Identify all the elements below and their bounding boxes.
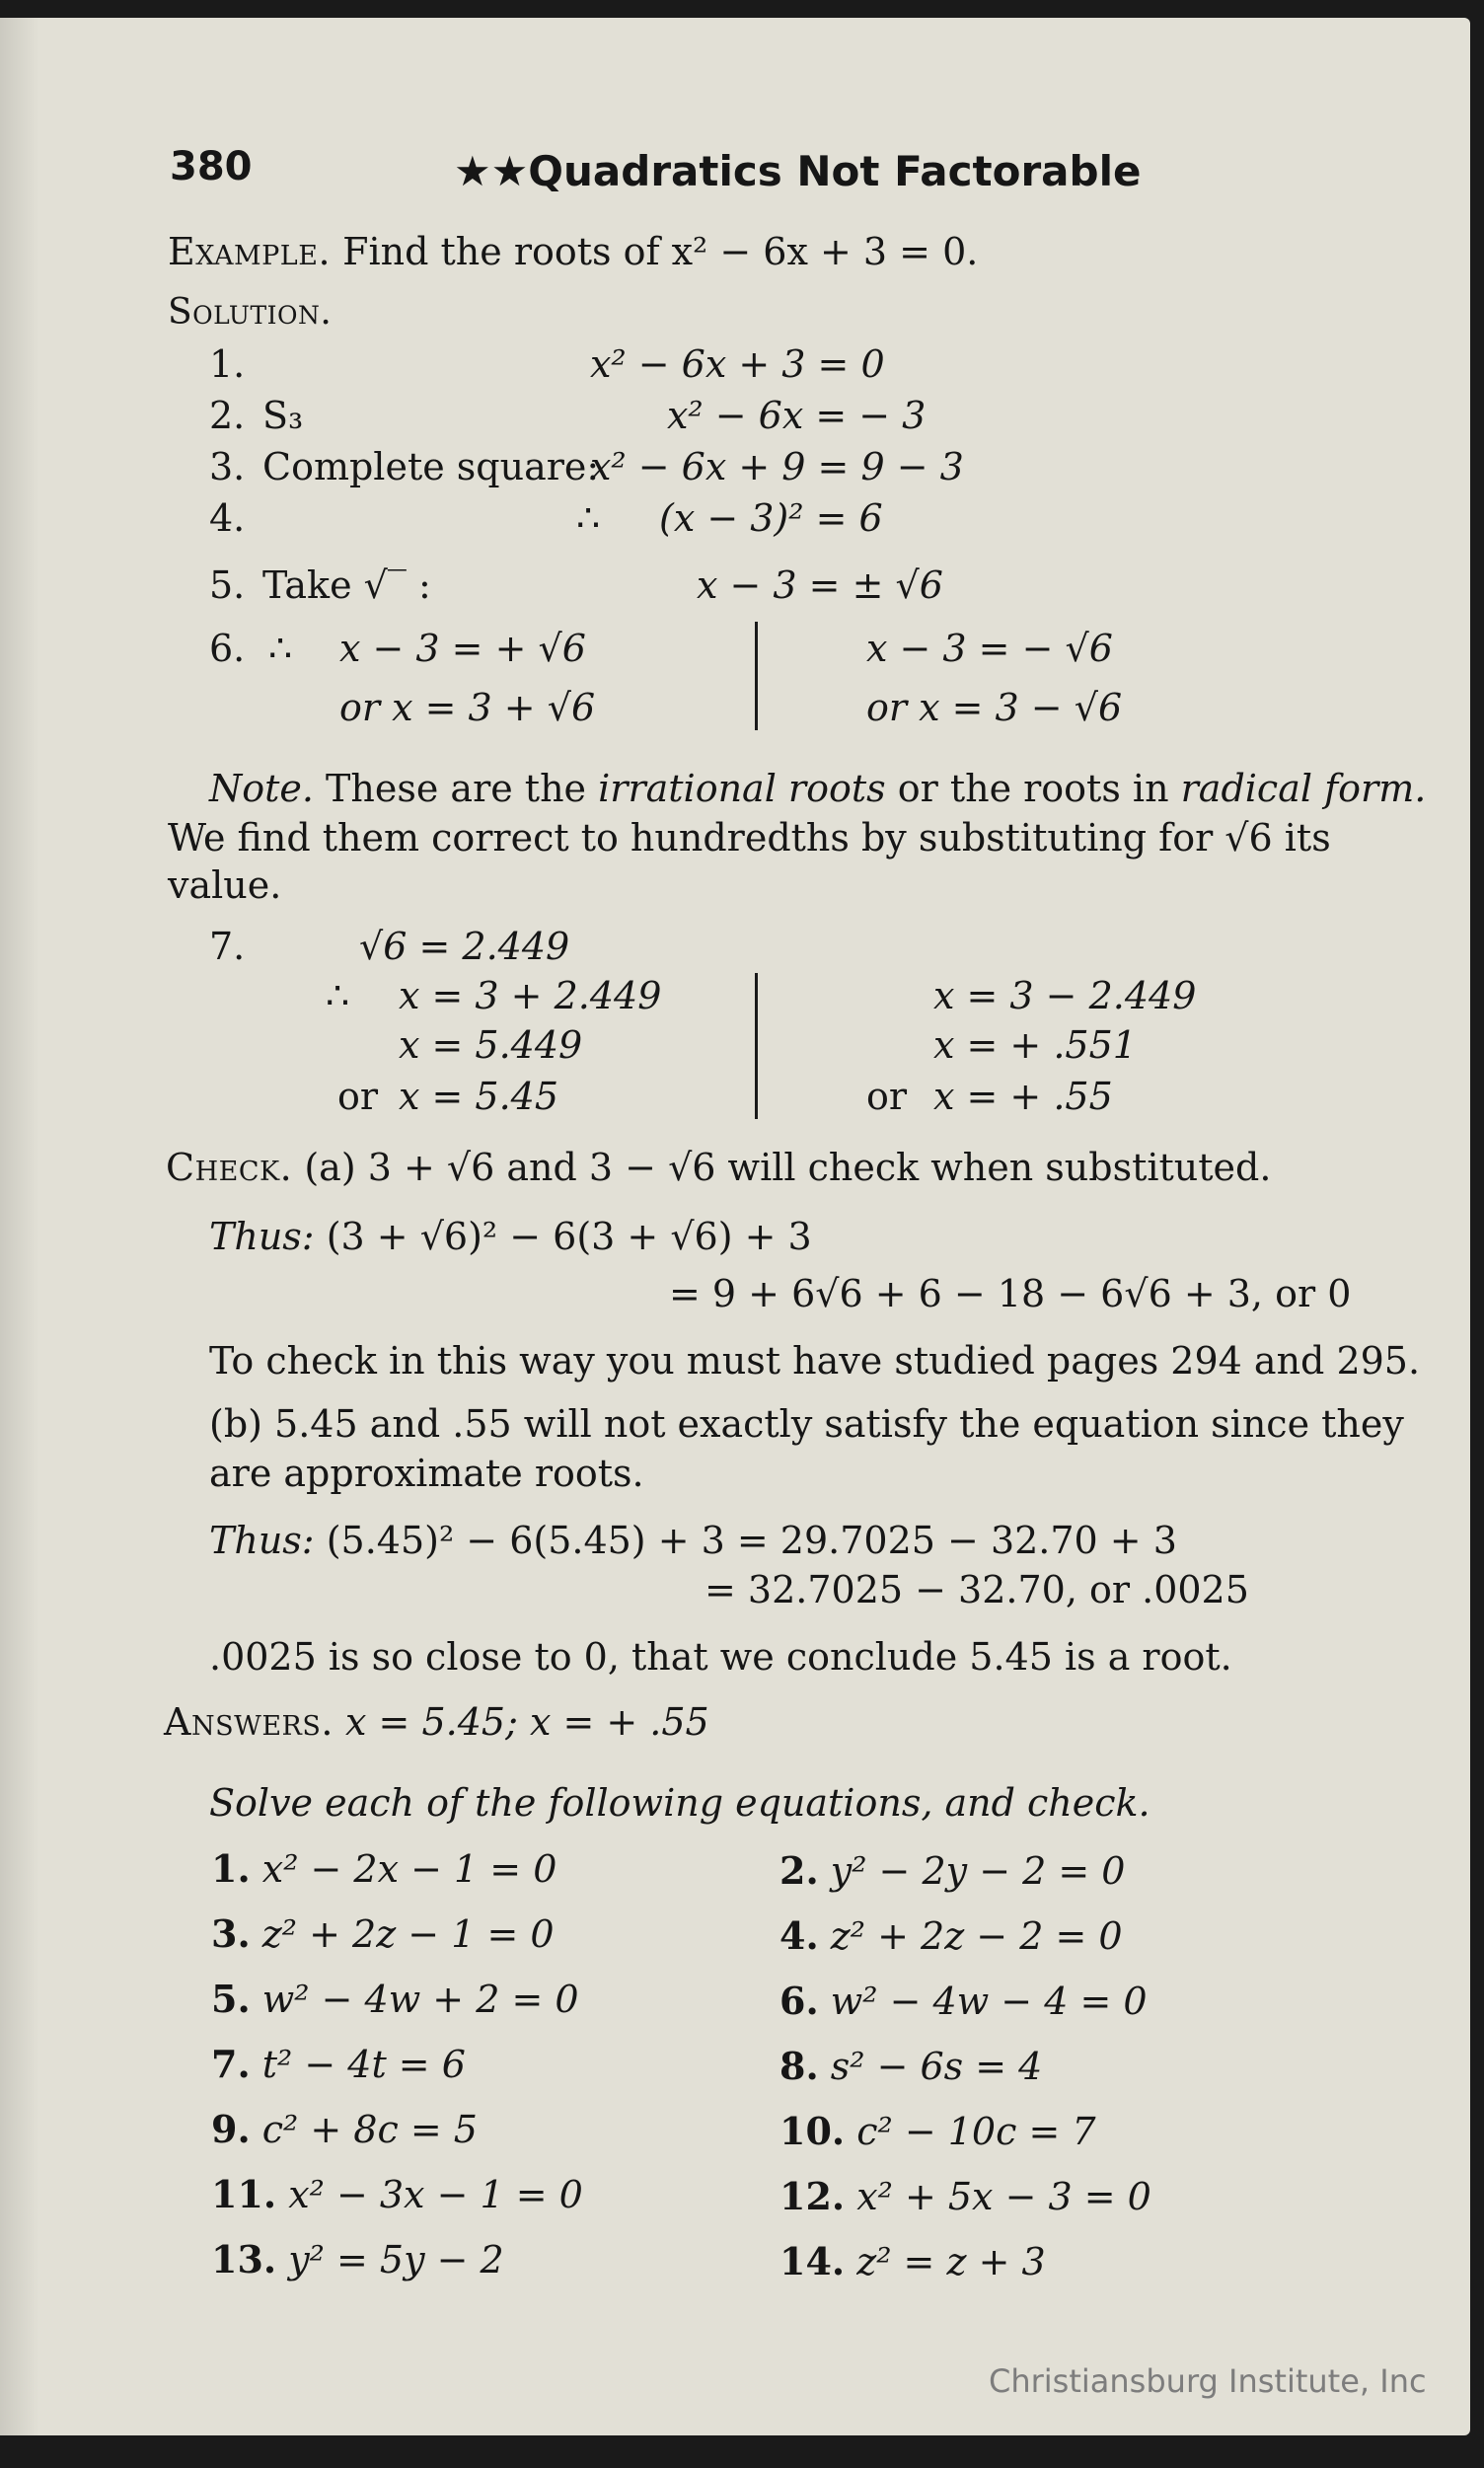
note-label: Note.	[209, 767, 314, 810]
check-thus-1-line-2: = 9 + 6√6 + 6 − 18 − 6√6 + 3, or 0	[669, 1272, 1352, 1315]
exercise-item: 2. y² − 2y − 2 = 0	[779, 1848, 1126, 1893]
step-7-num: 7.	[209, 925, 246, 968]
thus-1-expression: (3 + √6)² − 6(3 + √6) + 3	[326, 1215, 812, 1258]
example-text: Find the roots of x² − 6x + 3 = 0.	[342, 230, 979, 273]
exercise-item: 10. c² − 10c = 7	[779, 2109, 1096, 2153]
step-7-left-2: x = 5.449	[399, 1023, 583, 1067]
step-1-eq: x² − 6x + 3 = 0	[590, 342, 885, 386]
note-line-1	[209, 768, 1426, 811]
check-thus-2-line-1	[209, 1520, 1177, 1563]
step-7-left-1: x = 3 + 2.449	[399, 974, 662, 1017]
note-line-3: value.	[168, 863, 282, 907]
exercise-item: 4. z² + 2z − 2 = 0	[779, 1913, 1123, 1958]
check-b-line-1: (b) 5.45 and .55 will not exactly satisfy the equation since they	[209, 1402, 1404, 1446]
exercise-item: 12. x² + 5x − 3 = 0	[779, 2174, 1151, 2218]
step-5-eq: x − 3 = ± √6	[697, 563, 943, 607]
exercise-item: 11. x² − 3x − 1 = 0	[211, 2172, 583, 2216]
check-label: Check.	[166, 1146, 293, 1189]
step-7-right-3: x = + .55	[933, 1075, 1113, 1118]
step-7-right-2: x = + .551	[933, 1023, 1137, 1067]
step-6-left-a: x − 3 = + √6	[339, 627, 586, 670]
exercise-item: 8. s² − 6s = 4	[779, 2044, 1043, 2088]
check-b-line-2: are approximate roots.	[209, 1452, 644, 1495]
step-6-therefore: ∴	[268, 627, 293, 670]
check-line-a	[166, 1147, 1271, 1190]
step-7-left-3: x = 5.45	[399, 1075, 559, 1118]
step-4-eq: (x − 3)² = 6	[659, 496, 883, 540]
step-7-divider	[755, 973, 758, 1119]
note-text-a: These are the	[313, 767, 599, 810]
check-a-text: (a) 3 + √6 and 3 − √6 will check when substituted.	[304, 1146, 1272, 1189]
step-6-divider	[755, 622, 758, 730]
step-4-therefore: ∴	[576, 496, 601, 540]
check-conclusion: .0025 is so close to 0, that we conclude 5.45 is a root.	[209, 1635, 1232, 1679]
exercise-item: 13. y² = 5y − 2	[211, 2237, 504, 2281]
exercise-item: 9. c² + 8c = 5	[211, 2107, 478, 2151]
note-text-b: or the roots in	[885, 767, 1181, 810]
exercise-item: 3. z² + 2z − 1 = 0	[211, 1911, 555, 1956]
step-2-label: S₃	[262, 394, 304, 437]
step-6-right-b: or x = 3 − √6	[866, 686, 1123, 729]
step-7-sqrt: √6 = 2.449	[359, 925, 570, 968]
step-3-num: 3.	[209, 445, 246, 488]
step-3-label: Complete square:	[262, 445, 600, 488]
step-2-num: 2.	[209, 394, 246, 437]
exercise-instruction: Solve each of the following equations, and check.	[209, 1781, 1150, 1825]
thus-label: Thus:	[209, 1519, 315, 1562]
answers-line	[164, 1701, 709, 1745]
exercise-item: 6. w² − 4w − 4 = 0	[779, 1979, 1148, 2023]
note-line-2: We find them correct to hundredths by substituting for √6 its	[168, 816, 1331, 860]
note-term-irrational: irrational roots	[598, 767, 886, 810]
step-5-label: Take √‾ :	[262, 563, 431, 607]
step-3-eq: x² − 6x + 9 = 9 − 3	[590, 445, 964, 488]
answers-text: x = 5.45; x = + .55	[345, 1700, 709, 1744]
step-7-right-1: x = 3 − 2.449	[933, 974, 1197, 1017]
thus-2-expression: (5.45)² − 6(5.45) + 3 = 29.7025 − 32.70 + 3	[326, 1519, 1177, 1562]
step-4-num: 4.	[209, 496, 246, 540]
step-7-therefore: ∴	[326, 974, 350, 1017]
exercise-item: 1. x² − 2x − 1 = 0	[211, 1846, 557, 1891]
example-line	[168, 231, 978, 274]
step-6-left-b: or x = 3 + √6	[339, 686, 596, 729]
page-title: ★★Quadratics Not Factorable	[454, 147, 1142, 195]
book-page	[0, 18, 1470, 2435]
example-label: Example.	[168, 230, 332, 273]
watermark: Christiansburg Institute, Inc	[989, 2362, 1427, 2400]
check-thus-1-line-1	[209, 1216, 812, 1259]
exercise-item: 7. t² − 4t = 6	[211, 2042, 466, 2086]
exercise-item: 5. w² − 4w + 2 = 0	[211, 1977, 579, 2021]
thus-label: Thus:	[209, 1215, 315, 1258]
step-6-num: 6.	[209, 627, 246, 670]
step-2-eq: x² − 6x = − 3	[667, 394, 927, 437]
page-number: 380	[170, 144, 253, 189]
step-7-left-or: or	[337, 1075, 379, 1118]
step-6-right-a: x − 3 = − √6	[866, 627, 1113, 670]
check-thus-2-line-2: = 32.7025 − 32.70, or .0025	[705, 1568, 1249, 1611]
step-1-num: 1.	[209, 342, 246, 386]
step-5-num: 5.	[209, 563, 246, 607]
check-pages-note: To check in this way you must have studied pages 294 and 295.	[209, 1339, 1421, 1383]
answers-label: Answers.	[164, 1700, 334, 1744]
exercise-item: 14. z² = z + 3	[779, 2239, 1046, 2283]
solution-label: Solution.	[168, 292, 333, 333]
note-term-radical: radical form.	[1180, 767, 1427, 810]
step-7-right-or: or	[866, 1075, 908, 1118]
